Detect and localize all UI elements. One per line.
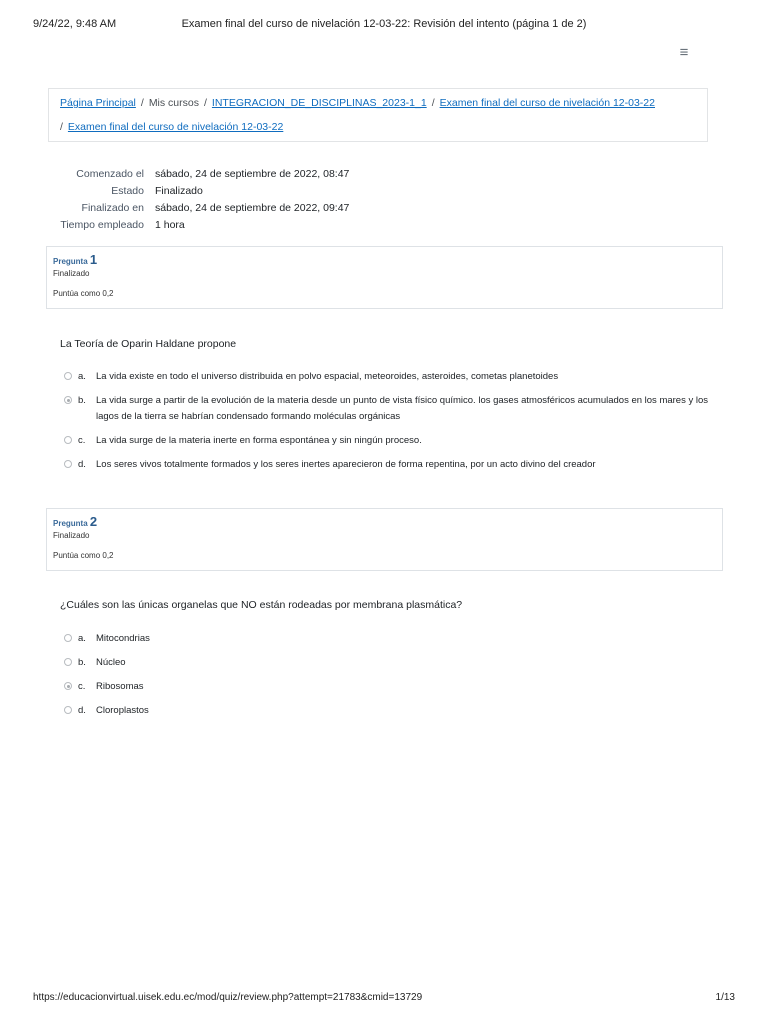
- summary-value: 1 hora: [155, 219, 185, 231]
- radio-button[interactable]: [64, 436, 72, 444]
- answer-letter: d.: [78, 459, 86, 470]
- question-number: Pregunta 2: [53, 514, 98, 529]
- answer-letter: a.: [78, 371, 86, 382]
- answer-text: Ribosomas: [96, 681, 144, 692]
- question-text-1: La Teoría de Oparin Haldane propone: [60, 338, 237, 350]
- question-grade: Puntúa como 0,2: [53, 289, 114, 298]
- hamburger-menu-icon[interactable]: ≡: [679, 44, 689, 61]
- breadcrumb-exam-link[interactable]: Examen final del curso de nivelación 12-03-22: [67, 121, 284, 133]
- breadcrumb-exam-section-link[interactable]: Examen final del curso de nivelación 12-03-22: [439, 97, 655, 109]
- radio-button[interactable]: [64, 634, 72, 642]
- breadcrumb-separator: /: [60, 121, 63, 133]
- breadcrumb-course-link[interactable]: INTEGRACION_DE_DISCIPLINAS_2023-1_1: [211, 97, 427, 109]
- summary-label: Finalizado en: [81, 202, 144, 214]
- radio-button[interactable]: [64, 658, 72, 666]
- print-document-title: Examen final del curso de nivelación 12-03-22: Revisión del intento (página 1 de 2): [181, 18, 587, 30]
- breadcrumb-separator: /: [431, 97, 435, 109]
- answer-text: La vida surge a partir de la evolución de la materia desde un punto de vista físico químico. los gases atmosféricos acumulados en los mares y los lagos de la tierra se habrían condensado formando moléculas orgánicas: [96, 395, 709, 422]
- radio-button-selected[interactable]: [64, 396, 72, 404]
- question-state: Finalizado: [53, 269, 90, 278]
- summary-value: sábado, 24 de septiembre de 2022, 09:47: [155, 202, 350, 214]
- summary-label: Estado: [111, 185, 144, 197]
- answer-text: Mitocondrias: [96, 633, 150, 644]
- question-info-2: [46, 508, 723, 571]
- breadcrumb-home-link[interactable]: Página Principal: [60, 97, 136, 109]
- summary-value: Finalizado: [155, 185, 203, 197]
- answer-letter: b.: [78, 657, 86, 668]
- question-number: Pregunta 1: [53, 252, 98, 267]
- breadcrumb-separator: /: [204, 97, 207, 109]
- answer-text: Los seres vivos totalmente formados y los seres inertes aparecieron de forma repentina, por un acto divino del creador: [96, 459, 596, 470]
- radio-button-selected[interactable]: [64, 682, 72, 690]
- radio-button[interactable]: [64, 372, 72, 380]
- summary-label: Tiempo empleado: [60, 219, 144, 231]
- radio-button[interactable]: [64, 706, 72, 714]
- question-info-1: [46, 246, 723, 309]
- answer-text: La vida surge de la materia inerte en forma espontánea y sin ningún proceso.: [96, 435, 422, 446]
- question-grade: Puntúa como 0,2: [53, 551, 114, 560]
- answer-text: Cloroplastos: [96, 705, 149, 716]
- answer-letter: c.: [78, 435, 86, 446]
- answer-text: Núcleo: [96, 657, 126, 668]
- answer-letter: a.: [78, 633, 86, 644]
- question-state: Finalizado: [53, 531, 90, 540]
- answer-letter: c.: [78, 681, 86, 692]
- summary-value: sábado, 24 de septiembre de 2022, 08:47: [155, 168, 350, 180]
- question-text-2: ¿Cuáles son las únicas organelas que NO están rodeadas por membrana plasmática?: [60, 599, 463, 611]
- answer-letter: d.: [78, 705, 86, 716]
- print-page-number: 1/13: [715, 992, 735, 1003]
- answer-text: La vida existe en todo el universo distribuida en polvo espacial, meteoroides, asteroides, cometas planetoides: [96, 371, 559, 382]
- print-url: https://educacionvirtual.uisek.edu.ec/mod/quiz/review.php?attempt=21783&cmid=13729: [33, 992, 423, 1003]
- summary-label: Comenzado el: [76, 168, 144, 180]
- radio-button[interactable]: [64, 460, 72, 468]
- answer-letter: b.: [78, 395, 86, 406]
- print-datetime: 9/24/22, 9:48 AM: [33, 18, 117, 30]
- breadcrumb: [48, 88, 708, 142]
- breadcrumb-separator: /: [140, 97, 144, 109]
- breadcrumb-my-courses: Mis cursos: [148, 97, 199, 109]
